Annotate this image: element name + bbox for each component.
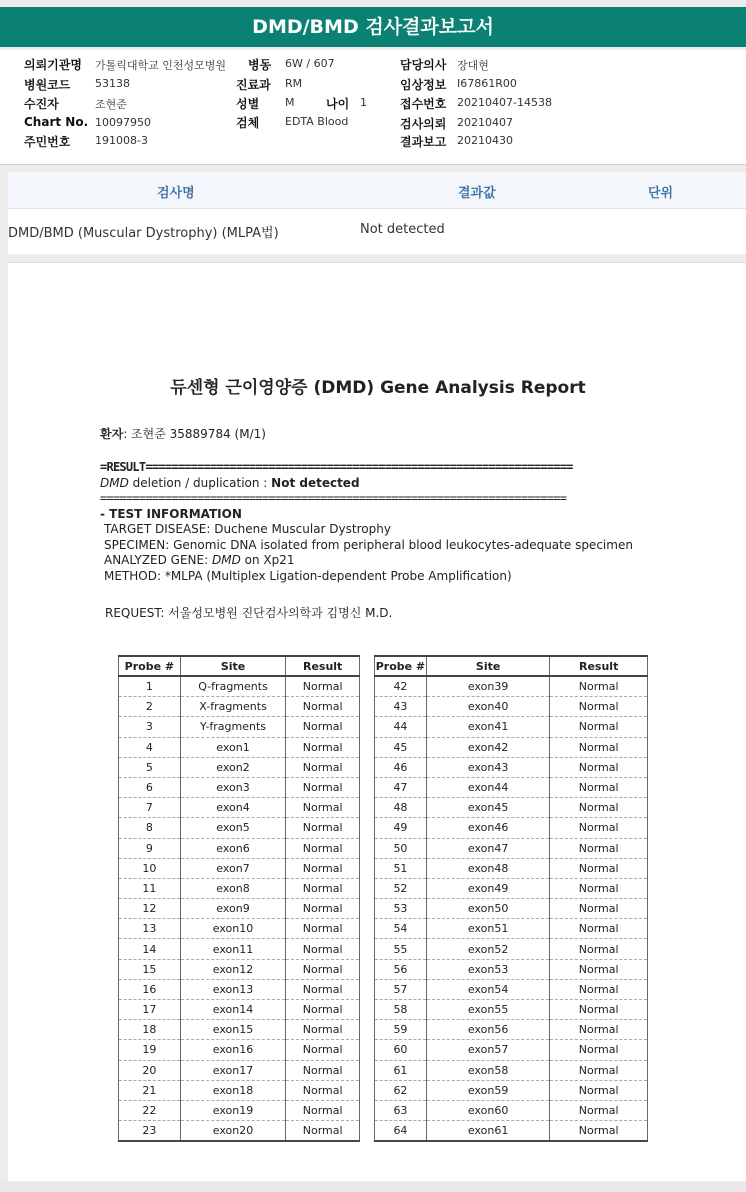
table-row	[119, 1121, 360, 1142]
probe-result: Normal	[286, 1121, 360, 1142]
result-test-name: DMD/BMD (Muscular Dystrophy) (MLPA법)	[8, 226, 279, 241]
probe-site: exon13	[180, 979, 286, 999]
specimen-label: 검체	[236, 116, 260, 130]
probe-number: 10	[119, 858, 181, 878]
probe-result: Normal	[550, 717, 648, 737]
probe-result: Normal	[550, 1100, 648, 1120]
probe-site: exon2	[180, 757, 286, 777]
probe-number: 7	[119, 798, 181, 818]
table-row	[119, 979, 360, 999]
table-row	[119, 919, 360, 939]
probe-result: Normal	[550, 697, 648, 717]
table-row	[119, 798, 360, 818]
probe-site: exon52	[426, 939, 549, 959]
probe-site: exon55	[426, 1000, 549, 1020]
table-row	[119, 737, 360, 757]
probe-result: Normal	[550, 798, 648, 818]
table-row	[119, 858, 360, 878]
probe-result: Normal	[550, 1040, 648, 1060]
probe-result: Normal	[286, 676, 360, 697]
probe-number: 48	[375, 798, 427, 818]
probe-result: Normal	[550, 777, 648, 797]
patient-value: 조현준	[95, 98, 127, 111]
table-row	[119, 717, 360, 737]
col-site: Site	[426, 656, 549, 676]
probe-site: exon9	[180, 899, 286, 919]
probe-result: Normal	[550, 878, 648, 898]
probe-result: Normal	[286, 777, 360, 797]
probe-site: exon16	[180, 1040, 286, 1060]
table-row	[375, 818, 648, 838]
chart-value: 10097950	[95, 116, 151, 129]
probe-result: Normal	[550, 838, 648, 858]
table-row	[375, 939, 648, 959]
probe-number: 50	[375, 838, 427, 858]
probe-number: 63	[375, 1100, 427, 1120]
bottom-scroll-area	[0, 1182, 746, 1192]
probe-number: 56	[375, 959, 427, 979]
probe-number: 62	[375, 1080, 427, 1100]
probe-site: Q-fragments	[180, 676, 286, 697]
request-org-value: 가톨릭대학교 인천성모병원	[95, 59, 227, 72]
id-value: 191008-3	[95, 134, 148, 147]
table-row	[375, 676, 648, 697]
result-line	[100, 476, 360, 490]
report-patient-value: : 조현준 35889784 (M/1)	[123, 427, 266, 441]
probe-number: 43	[375, 697, 427, 717]
probe-site: exon15	[180, 1020, 286, 1040]
probe-site: exon19	[180, 1100, 286, 1120]
gene-prefix: ANALYZED GENE:	[104, 553, 212, 567]
table-row	[375, 858, 648, 878]
analyzed-gene-line	[104, 553, 295, 567]
probe-site: exon1	[180, 737, 286, 757]
probe-number: 14	[119, 939, 181, 959]
probe-number: 59	[375, 1020, 427, 1040]
probe-number: 54	[375, 919, 427, 939]
col-unit: 단위	[648, 186, 674, 201]
probe-result: Normal	[286, 818, 360, 838]
probe-number: 57	[375, 979, 427, 999]
probe-result: Normal	[286, 1080, 360, 1100]
probe-site: exon14	[180, 1000, 286, 1020]
table-row	[375, 979, 648, 999]
probe-number: 61	[375, 1060, 427, 1080]
report-title-bar	[0, 7, 746, 47]
probe-site: exon43	[426, 757, 549, 777]
probe-site: exon47	[426, 838, 549, 858]
probe-result: Normal	[550, 959, 648, 979]
probe-site: exon12	[180, 959, 286, 979]
probe-site: exon4	[180, 798, 286, 818]
report-heading: 듀센형 근이영양증 (DMD) Gene Analysis Report	[170, 378, 586, 398]
target-disease: TARGET DISEASE: Duchene Muscular Dystrophy	[104, 522, 391, 536]
probe-result: Normal	[286, 1000, 360, 1020]
probe-result: Normal	[550, 1000, 648, 1020]
probe-number: 53	[375, 899, 427, 919]
probe-site: exon46	[426, 818, 549, 838]
table-row	[119, 757, 360, 777]
method-line: METHOD: *MLPA (Multiplex Ligation-dependent Probe Amplification)	[104, 569, 512, 583]
probe-site: exon40	[426, 697, 549, 717]
table-row	[375, 1080, 648, 1100]
table-row	[375, 798, 648, 818]
probe-table-left-header	[119, 656, 360, 676]
probe-site: exon49	[426, 878, 549, 898]
table-row	[375, 919, 648, 939]
specimen-value: EDTA Blood	[285, 115, 349, 128]
sex-value: M	[285, 96, 295, 109]
table-row	[119, 1080, 360, 1100]
probe-result: Normal	[286, 919, 360, 939]
ward-value: 6W / 607	[285, 57, 335, 70]
probe-result: Normal	[286, 757, 360, 777]
probe-site: exon56	[426, 1020, 549, 1040]
probe-number: 47	[375, 777, 427, 797]
probe-number: 58	[375, 1000, 427, 1020]
result-separator: ========================================================================	[100, 491, 567, 505]
dept-label: 진료과	[236, 78, 271, 92]
probe-result: Normal	[286, 838, 360, 858]
probe-number: 51	[375, 858, 427, 878]
probe-result: Normal	[286, 1040, 360, 1060]
probe-site: exon10	[180, 919, 286, 939]
probe-site: exon18	[180, 1080, 286, 1100]
probe-site: exon7	[180, 858, 286, 878]
result-value: Not detected	[360, 222, 445, 237]
table-row	[375, 1100, 648, 1120]
chart-label: Chart No.	[24, 115, 89, 129]
table-row	[119, 1000, 360, 1020]
probe-site: Y-fragments	[180, 717, 286, 737]
results-table	[8, 172, 746, 254]
table-row	[119, 697, 360, 717]
table-row	[375, 717, 648, 737]
probe-result: Normal	[286, 959, 360, 979]
probe-result: Normal	[550, 899, 648, 919]
probe-site: exon58	[426, 1060, 549, 1080]
probe-site: exon3	[180, 777, 286, 797]
probe-result: Normal	[550, 1060, 648, 1080]
table-row	[375, 1000, 648, 1020]
gene-suffix: on Xp21	[240, 553, 295, 567]
report-date-label: 결과보고	[400, 135, 447, 149]
probe-number: 60	[375, 1040, 427, 1060]
probe-site: exon42	[426, 737, 549, 757]
table-row	[119, 838, 360, 858]
probe-site: exon5	[180, 818, 286, 838]
probe-result: Normal	[550, 939, 648, 959]
probe-site: exon6	[180, 838, 286, 858]
probe-site: exon45	[426, 798, 549, 818]
col-result-value: 결과값	[458, 186, 496, 201]
receipt-value: 20210407-14538	[457, 96, 552, 109]
table-row	[375, 1060, 648, 1080]
table-row	[119, 878, 360, 898]
test-date-value: 20210407	[457, 116, 513, 129]
hospital-code-value: 53138	[95, 77, 130, 90]
ward-label: 병동	[248, 58, 272, 72]
results-header	[8, 172, 746, 209]
result-text: deletion / duplication :	[128, 476, 272, 490]
probe-site: exon53	[426, 959, 549, 979]
probe-number: 2	[119, 697, 181, 717]
table-row	[375, 899, 648, 919]
table-row	[119, 1060, 360, 1080]
probe-result: Normal	[286, 717, 360, 737]
patient-label: 수진자	[24, 97, 59, 111]
table-row	[119, 676, 360, 697]
probe-result: Normal	[286, 878, 360, 898]
probe-result: Normal	[550, 979, 648, 999]
test-info-header: - TEST INFORMATION	[100, 507, 242, 521]
probe-site: exon8	[180, 878, 286, 898]
table-row	[375, 777, 648, 797]
probe-result: Normal	[286, 858, 360, 878]
col-site: Site	[180, 656, 286, 676]
col-test-name: 검사명	[157, 186, 195, 201]
probe-result: Normal	[286, 979, 360, 999]
clinical-label: 임상정보	[400, 78, 447, 92]
probe-site: exon44	[426, 777, 549, 797]
probe-result: Normal	[286, 798, 360, 818]
doctor-label: 담당의사	[400, 58, 447, 72]
probe-result: Normal	[286, 697, 360, 717]
table-row	[375, 697, 648, 717]
probe-number: 4	[119, 737, 181, 757]
probe-result: Normal	[550, 1080, 648, 1100]
probe-number: 64	[375, 1121, 427, 1142]
table-row	[375, 959, 648, 979]
probe-number: 6	[119, 777, 181, 797]
result-separator-header: =RESULT==================================================================	[100, 460, 573, 474]
report-patient-line	[100, 425, 266, 442]
probe-result: Normal	[550, 676, 648, 697]
probe-number: 21	[119, 1080, 181, 1100]
probe-number: 15	[119, 959, 181, 979]
probe-site: exon59	[426, 1080, 549, 1100]
id-label: 주민번호	[24, 135, 71, 149]
gene-report-document	[8, 262, 746, 1181]
probe-number: 20	[119, 1060, 181, 1080]
probe-result: Normal	[550, 737, 648, 757]
probe-result: Normal	[286, 899, 360, 919]
probe-site: exon50	[426, 899, 549, 919]
table-row	[119, 899, 360, 919]
table-row	[375, 1040, 648, 1060]
probe-number: 49	[375, 818, 427, 838]
probe-result: Normal	[550, 858, 648, 878]
col-probe: Probe #	[375, 656, 427, 676]
probe-number: 18	[119, 1020, 181, 1040]
table-row	[119, 777, 360, 797]
probe-number: 23	[119, 1121, 181, 1142]
probe-number: 11	[119, 878, 181, 898]
probe-number: 19	[119, 1040, 181, 1060]
probe-number: 22	[119, 1100, 181, 1120]
col-probe: Probe #	[119, 656, 181, 676]
probe-result: Normal	[286, 1060, 360, 1080]
probe-number: 46	[375, 757, 427, 777]
probe-number: 52	[375, 878, 427, 898]
table-row	[375, 878, 648, 898]
probe-result: Normal	[550, 818, 648, 838]
probe-site: exon17	[180, 1060, 286, 1080]
table-row	[375, 838, 648, 858]
receipt-label: 접수번호	[400, 97, 447, 111]
test-date-label: 검사의뢰	[400, 117, 447, 131]
table-row	[119, 1040, 360, 1060]
request-line: REQUEST: 서울성모병원 진단검사의학과 김명신 M.D.	[105, 606, 393, 620]
probe-number: 45	[375, 737, 427, 757]
probe-site: X-fragments	[180, 697, 286, 717]
probe-number: 42	[375, 676, 427, 697]
clinical-value: I67861R00	[457, 77, 517, 90]
table-row	[119, 1020, 360, 1040]
age-label: 나이	[326, 97, 350, 111]
probe-site: exon57	[426, 1040, 549, 1060]
dept-value: RM	[285, 77, 303, 90]
probe-site: exon48	[426, 858, 549, 878]
table-row	[119, 959, 360, 979]
probe-site: exon61	[426, 1121, 549, 1142]
probe-number: 55	[375, 939, 427, 959]
age-value: 1	[360, 96, 367, 109]
table-row	[375, 1121, 648, 1142]
probe-result: Normal	[550, 1020, 648, 1040]
result-gene-italic: DMD	[100, 476, 129, 490]
probe-result: Normal	[286, 737, 360, 757]
probe-number: 16	[119, 979, 181, 999]
hospital-code-label: 병원코드	[24, 78, 71, 92]
probe-result: Normal	[286, 1100, 360, 1120]
probe-site: exon60	[426, 1100, 549, 1120]
patient-info-panel	[0, 50, 746, 165]
probe-table-right-header	[375, 656, 648, 676]
table-row	[375, 737, 648, 757]
col-result: Result	[286, 656, 360, 676]
result-value-bold: Not detected	[271, 476, 360, 490]
col-result: Result	[550, 656, 648, 676]
sex-label: 성별	[236, 97, 260, 111]
probe-number: 12	[119, 899, 181, 919]
probe-site: exon54	[426, 979, 549, 999]
probe-number: 3	[119, 717, 181, 737]
page-title: DMD/BMD 검사결과보고서	[252, 16, 494, 38]
probe-result: Normal	[286, 1020, 360, 1040]
doctor-value: 장대현	[457, 59, 489, 72]
probe-result: Normal	[550, 919, 648, 939]
probe-number: 5	[119, 757, 181, 777]
probe-result: Normal	[550, 1121, 648, 1142]
probe-table-right	[374, 655, 648, 1142]
probe-site: exon51	[426, 919, 549, 939]
report-patient-label: 환자	[100, 427, 124, 441]
table-row	[119, 1100, 360, 1120]
request-org-label: 의뢰기관명	[24, 58, 82, 72]
probe-result: Normal	[550, 757, 648, 777]
report-date-value: 20210430	[457, 134, 513, 147]
probe-site: exon20	[180, 1121, 286, 1142]
probe-number: 1	[119, 676, 181, 697]
probe-site: exon39	[426, 676, 549, 697]
specimen-line: SPECIMEN: Genomic DNA isolated from peripheral blood leukocytes-adequate specimen	[104, 538, 633, 552]
probe-number: 9	[119, 838, 181, 858]
probe-number: 13	[119, 919, 181, 939]
table-row	[375, 757, 648, 777]
table-row	[119, 939, 360, 959]
table-row	[375, 1020, 648, 1040]
probe-number: 8	[119, 818, 181, 838]
probe-result: Normal	[286, 939, 360, 959]
probe-site: exon11	[180, 939, 286, 959]
probe-site: exon41	[426, 717, 549, 737]
table-row	[119, 818, 360, 838]
probe-number: 44	[375, 717, 427, 737]
gene-italic: DMD	[211, 553, 241, 567]
probe-table-left	[118, 655, 360, 1142]
probe-number: 17	[119, 1000, 181, 1020]
